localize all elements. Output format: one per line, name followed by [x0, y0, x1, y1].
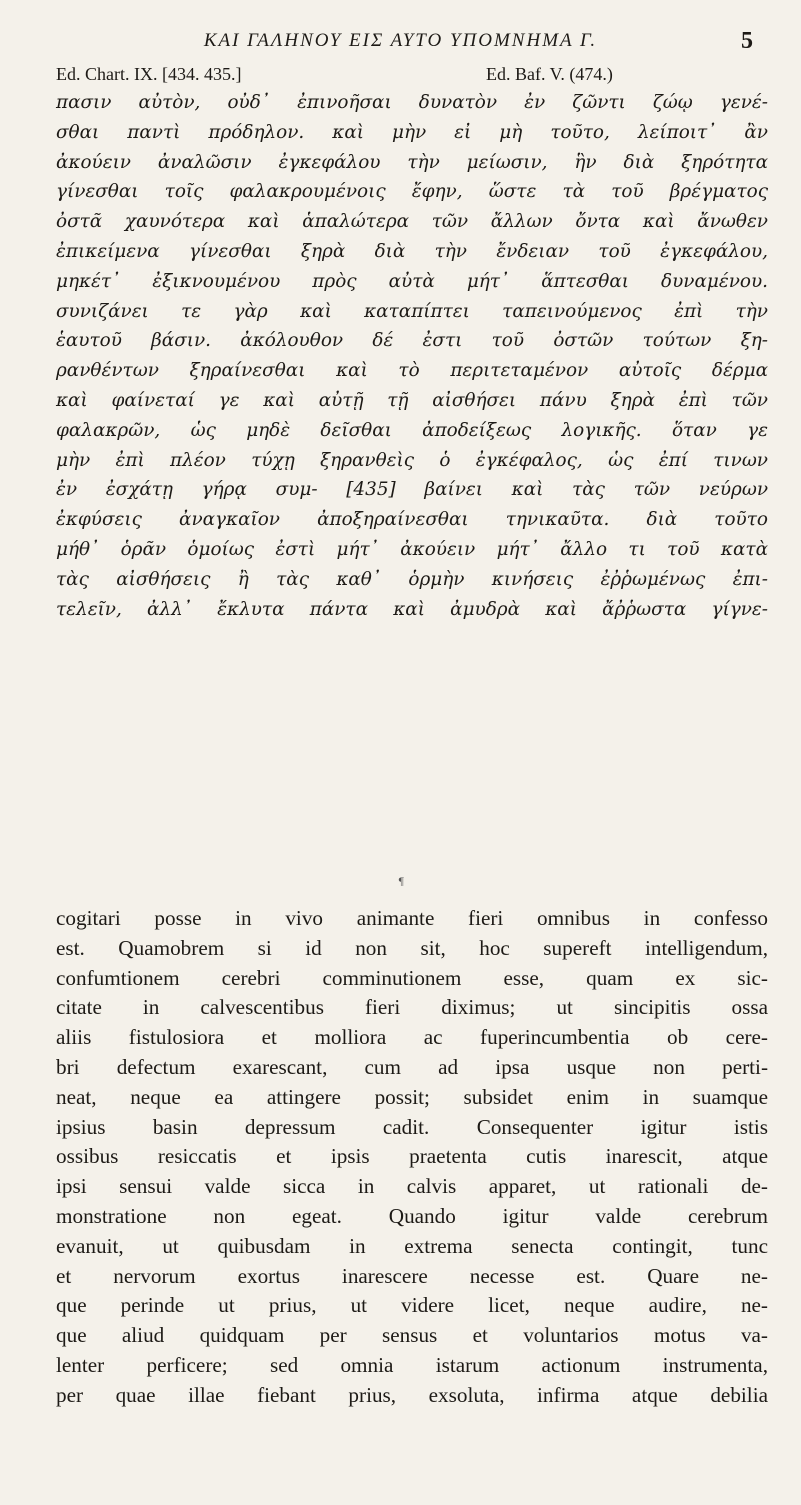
latin-line: et nervorum exortus inarescere necesse est. Quare ne- — [56, 1263, 768, 1288]
greek-line: μὴν ἐπὶ πλέον τύχῃ ξηρανθεὶς ὁ ἐγκέφαλος, ὡς ἐπί τινων — [56, 449, 768, 471]
greek-line: πασιν αὐτὸν, οὐδ᾽ ἐπινοῆσαι δυνατὸν ἐν ζῶντι ζώῳ γενέ- — [56, 92, 768, 113]
page-number: 5 — [741, 28, 753, 54]
latin-line: neat, neque ea attingere possit; subsidet enim in suamque — [56, 1084, 768, 1109]
latin-line: cogitari posse in vivo animante fieri omnibus in confesso — [56, 906, 768, 930]
latin-line: bri defectum exarescant, cum ad ipsa usque non perti- — [56, 1054, 768, 1079]
latin-line: que perinde ut prius, ut videre licet, neque audire, ne- — [56, 1293, 768, 1318]
greek-line: ρανθέντων ξηραίνεσθαι καὶ τὸ περιτεταμένον αὐτοῖς δέρμα — [56, 360, 768, 382]
section-separator-mark: ¶ — [398, 877, 405, 888]
greek-line: σθαι παντὶ πρόδηλον. καὶ μὴν εἰ μὴ τοῦτο, λείποιτ᾽ ἂν — [56, 121, 768, 143]
greek-line: μηκέτ᾽ ἐξικνουμένου πρὸς αὐτὰ μήτ᾽ ἅπτεσθαι δυναμένου. — [56, 270, 768, 292]
running-title: ΚΑΙ ΓΑΛΗΝΟΥ ΕΙΣ ΑΥΤΟ ΥΠΟΜΝΗΜΑ Γ. — [203, 30, 598, 51]
greek-line: ἐκφύσεις ἀναγκαῖον ἀποξηραίνεσθαι τηνικαῦτα. διὰ τοῦτο — [56, 509, 768, 531]
greek-line: συνιζάνει τε γὰρ καὶ καταπίπτει ταπεινούμενος ἐπὶ τὴν — [56, 300, 768, 322]
latin-line: ossibus resiccatis et ipsis praetenta cutis inarescit, atque — [56, 1144, 768, 1169]
greek-line: ἐν ἐσχάτῃ γήρᾳ συμ- [435] βαίνει καὶ τὰς τῶν νεύρων — [56, 479, 768, 501]
latin-line: que aliud quidquam per sensus et voluntarios motus va- — [56, 1323, 768, 1348]
latin-line: evanuit, ut quibusdam in extrema senecta contingit, tunc — [56, 1233, 768, 1258]
greek-text — [56, 88, 768, 624]
greek-line: ἑαυτοῦ βάσιν. ἀκόλουθον δέ ἐστι τοῦ ὀστῶν τούτων ξη- — [56, 330, 768, 352]
latin-line: citate in calvescentibus fieri diximus; ut sincipitis ossa — [56, 995, 768, 1020]
edition-chartier-ref: Ed. Chart. IX. [434. 435.] — [56, 64, 242, 84]
latin-line: ipsi sensui valde sicca in calvis apparet, ut rationali de- — [56, 1174, 768, 1199]
latin-line: monstratione non egeat. Quando igitur valde cerebrum — [56, 1203, 768, 1228]
latin-line: aliis fistulosiora et molliora ac fuperincumbentia ob cere- — [56, 1025, 768, 1050]
edition-basel-ref: Ed. Baf. V. (474.) — [486, 64, 613, 84]
greek-line: καὶ φαίνεταί γε καὶ αὐτῇ τῇ αἰσθήσει πάνυ ξηρὰ ἐπὶ τῶν — [56, 389, 768, 411]
latin-translation — [56, 904, 768, 1411]
latin-line: ipsius basin depressum cadit. Consequenter igitur istis — [56, 1114, 768, 1139]
greek-line: ὀστᾶ χαυνότερα καὶ ἁπαλώτερα τῶν ἄλλων ὄντα καὶ ἄνωθεν — [56, 211, 768, 233]
greek-line: ἐπικείμενα γίνεσθαι ξηρὰ διὰ τὴν ἔνδειαν τοῦ ἐγκεφάλου, — [56, 240, 768, 262]
greek-line: τὰς αἰσθήσεις ἢ τὰς καθ᾽ ὁρμὴν κινήσεις ἐῤῥωμένως ἐπι- — [56, 568, 768, 590]
greek-line: ἀκούειν ἀναλῶσιν ἐγκεφάλου τὴν μείωσιν, ἣν διὰ ξηρότητα — [56, 151, 768, 173]
greek-line: γίνεσθαι τοῖς φαλακρουμένοις ἔφην, ὥστε τὰ τοῦ βρέγματος — [56, 181, 768, 203]
greek-line: τελεῖν, ἀλλ᾽ ἔκλυτα πάντα καὶ ἀμυδρὰ καὶ ἄῤῥωστα γίγνε- — [56, 598, 768, 620]
greek-line: μήθ᾽ ὁρᾶν ὁμοίως ἐστὶ μήτ᾽ ἀκούειν μήτ᾽ ἄλλο τι τοῦ κατὰ — [56, 538, 768, 560]
latin-line: confumtionem cerebri comminutionem esse, quam ex sic- — [56, 965, 768, 990]
latin-line: per quae illae fiebant prius, exsoluta, infirma atque debilia — [56, 1382, 768, 1407]
latin-line: est. Quamobrem si id non sit, hoc supereft intelligendum, — [56, 935, 768, 960]
greek-line: φαλακρῶν, ὡς μηδὲ δεῖσθαι ἀποδείξεως λογικῆς. ὅταν γε — [56, 419, 768, 441]
latin-line: lenter perficere; sed omnia istarum actionum instrumenta, — [56, 1352, 768, 1377]
